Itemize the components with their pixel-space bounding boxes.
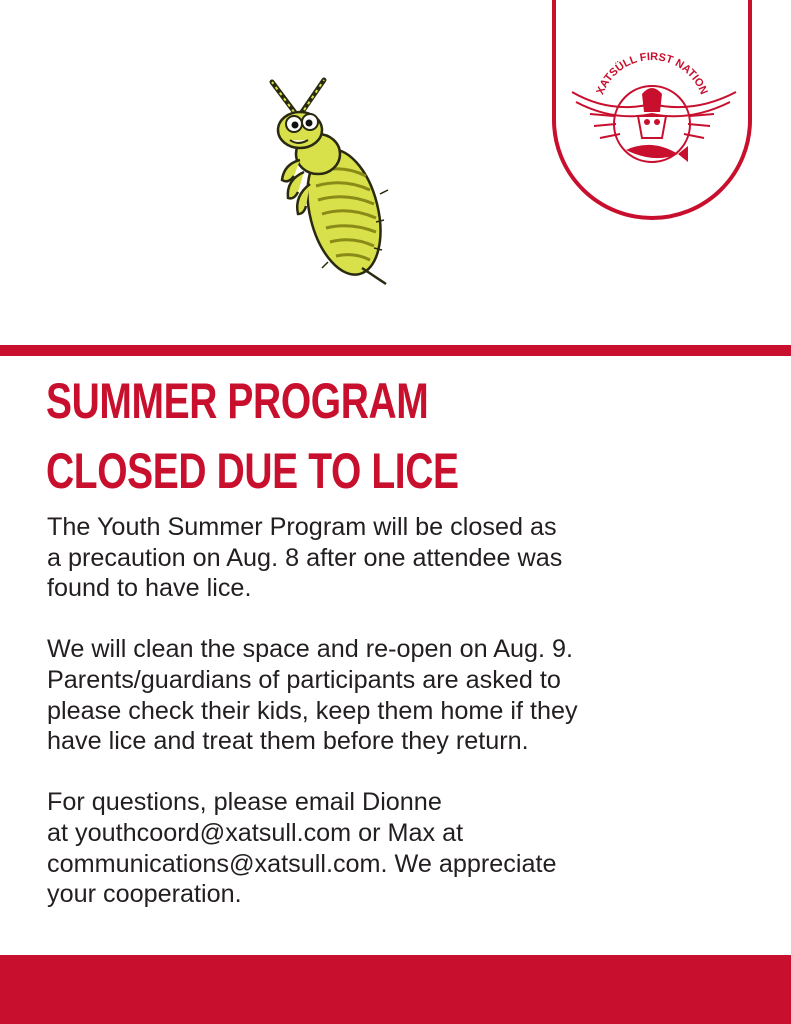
xatsull-logo-badge <box>550 0 754 222</box>
notice-body <box>47 512 747 940</box>
louse-illustration <box>258 72 398 290</box>
paragraph-contact: For questions, please email Dionne at youthcoord@xatsull.com or Max at communications@xatsull.com. We appreciate your cooperation. <box>47 788 557 909</box>
thunderbird-logo-icon <box>550 0 754 222</box>
headline-line-2: CLOSED DUE TO LICE <box>46 443 459 499</box>
paragraph-closure: The Youth Summer Program will be closed as a precaution on Aug. 8 after one attendee was found to have lice. <box>47 513 563 603</box>
louse-icon <box>258 72 398 290</box>
footer-bar <box>0 955 791 1024</box>
paragraph-reopen: We will clean the space and re-open on Aug. 9. Parents/guardians of participants are asked to please check their kids, keep them home if they have lice and treat them before they return. <box>47 635 578 756</box>
logo-text: XATSÜLL FIRST NATION <box>594 50 710 97</box>
headline <box>46 366 459 506</box>
top-divider-bar <box>0 345 791 356</box>
headline-line-1: SUMMER PROGRAM <box>46 373 429 429</box>
